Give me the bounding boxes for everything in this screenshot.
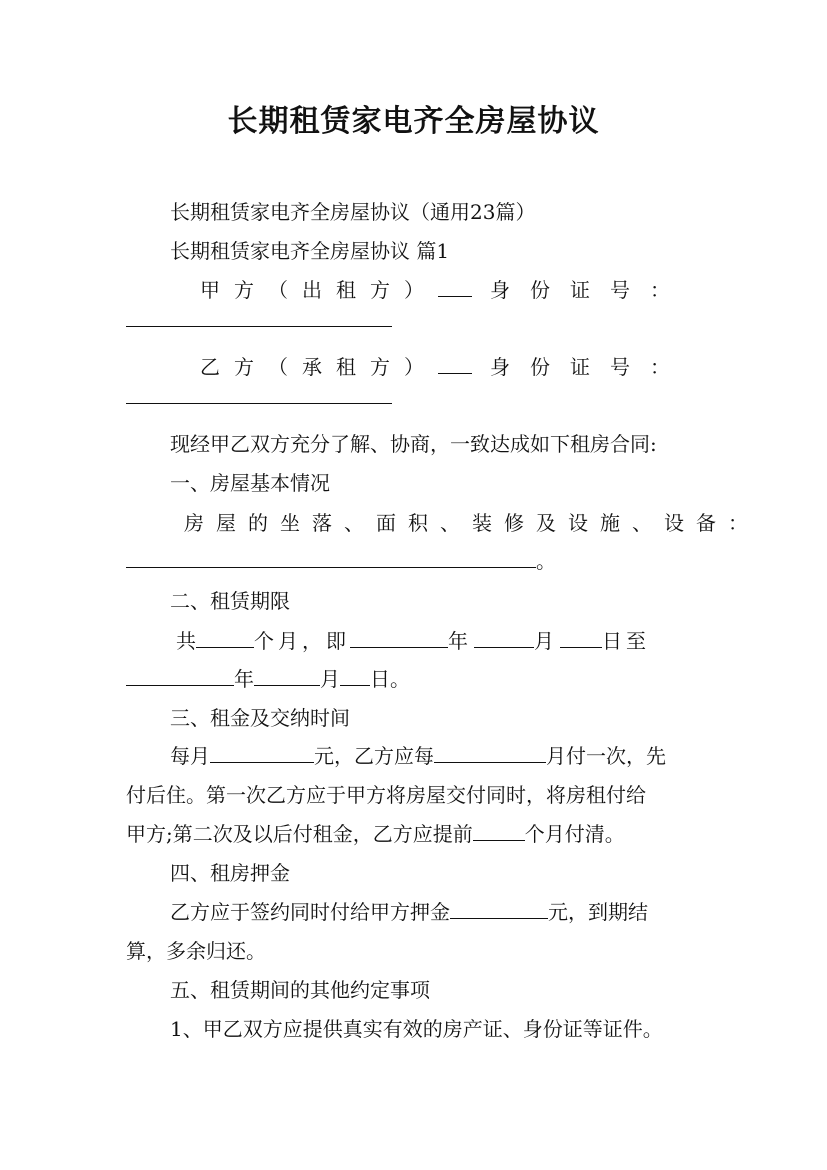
- intro-paragraph: 现经甲乙双方充分了解、协商，一致达成如下租房合同:: [170, 432, 657, 456]
- section1-end: 。: [536, 549, 556, 573]
- rent-per-month: 每月: [170, 744, 210, 768]
- term-start-day-blank: [560, 627, 602, 648]
- section4-heading: 四、租房押金: [170, 861, 290, 885]
- rent-row-1: [126, 741, 756, 771]
- rent-advance-blank: [473, 820, 525, 841]
- term-start-month-blank: [474, 627, 534, 648]
- document-subtitle: 长期租赁家电齐全房屋协议（通用23篇）: [170, 200, 536, 224]
- rent-yuan-each: 元，乙方应每: [314, 744, 434, 768]
- rent-period-blank: [434, 742, 546, 763]
- section5-heading: 五、租赁期间的其他约定事项: [170, 978, 430, 1002]
- deposit-row-2: 算，多余归还。: [126, 939, 266, 963]
- party-b-id-rule: [126, 385, 392, 404]
- term-row-2: [126, 664, 712, 694]
- section1-fill-row: [126, 546, 712, 576]
- section3-heading: 三、租金及交纳时间: [170, 706, 350, 730]
- term-gong: 共: [176, 629, 196, 653]
- document-title: 长期租赁家电齐全房屋协议: [227, 104, 600, 139]
- term-end-year-blank: [126, 665, 234, 686]
- term-end-month-blank: [254, 665, 320, 686]
- term-day-end: 日。: [370, 667, 410, 691]
- rent-pay-once: 月付一次，先: [546, 744, 666, 768]
- section1-heading: 一、房屋基本情况: [170, 471, 330, 495]
- party-b-row: [200, 352, 690, 382]
- party-a-row: [200, 275, 690, 305]
- rent-amount-blank: [210, 742, 314, 763]
- deposit-amount-blank: [450, 898, 548, 919]
- section1-text: 房屋的坐落、面积、装修及设施、设备：: [184, 511, 760, 535]
- term-year-1: 年: [448, 629, 468, 653]
- party-a-id-rule: [126, 308, 392, 327]
- party-a-label: 甲方（出租方）: [200, 278, 438, 302]
- party-a-blank: [438, 276, 472, 297]
- term-end-day-blank: [340, 665, 370, 686]
- party-b-label: 乙方（承租方）: [200, 355, 438, 379]
- section1-blank: [126, 547, 536, 568]
- rent-row-3: [126, 819, 712, 849]
- term-day-to: 日至: [602, 629, 650, 653]
- chapter-heading: 长期租赁家电齐全房屋协议 篇1: [170, 239, 450, 263]
- rent-line3-b: 个月付清。: [524, 822, 625, 846]
- party-a-id-label: 身份证号：: [490, 278, 690, 302]
- term-month-1: 月: [534, 629, 554, 653]
- deposit-line1-a: 乙方应于签约同时付给甲方押金: [170, 900, 450, 924]
- term-year-2: 年: [234, 667, 254, 691]
- deposit-line1-b: 元，到期结: [548, 900, 648, 924]
- party-b-id-label: 身份证号：: [490, 355, 690, 379]
- term-month-2: 月: [320, 667, 340, 691]
- term-start-year-blank: [350, 627, 448, 648]
- term-months-blank: [196, 627, 254, 648]
- rent-line3-a: 甲方;第二次及以后付租金，乙方应提前: [126, 822, 473, 846]
- party-b-blank: [438, 353, 472, 374]
- rent-row-2: 付后住。第一次乙方应于甲方将房屋交付同时，将房租付给: [126, 783, 646, 807]
- term-row-1: [176, 626, 706, 656]
- term-months: 个月，即: [254, 629, 350, 653]
- section2-heading: 二、租赁期限: [170, 589, 290, 613]
- deposit-row-1: [126, 897, 756, 927]
- section5-item-1: 1、甲乙双方应提供真实有效的房产证、身份证等证件。: [170, 1017, 663, 1041]
